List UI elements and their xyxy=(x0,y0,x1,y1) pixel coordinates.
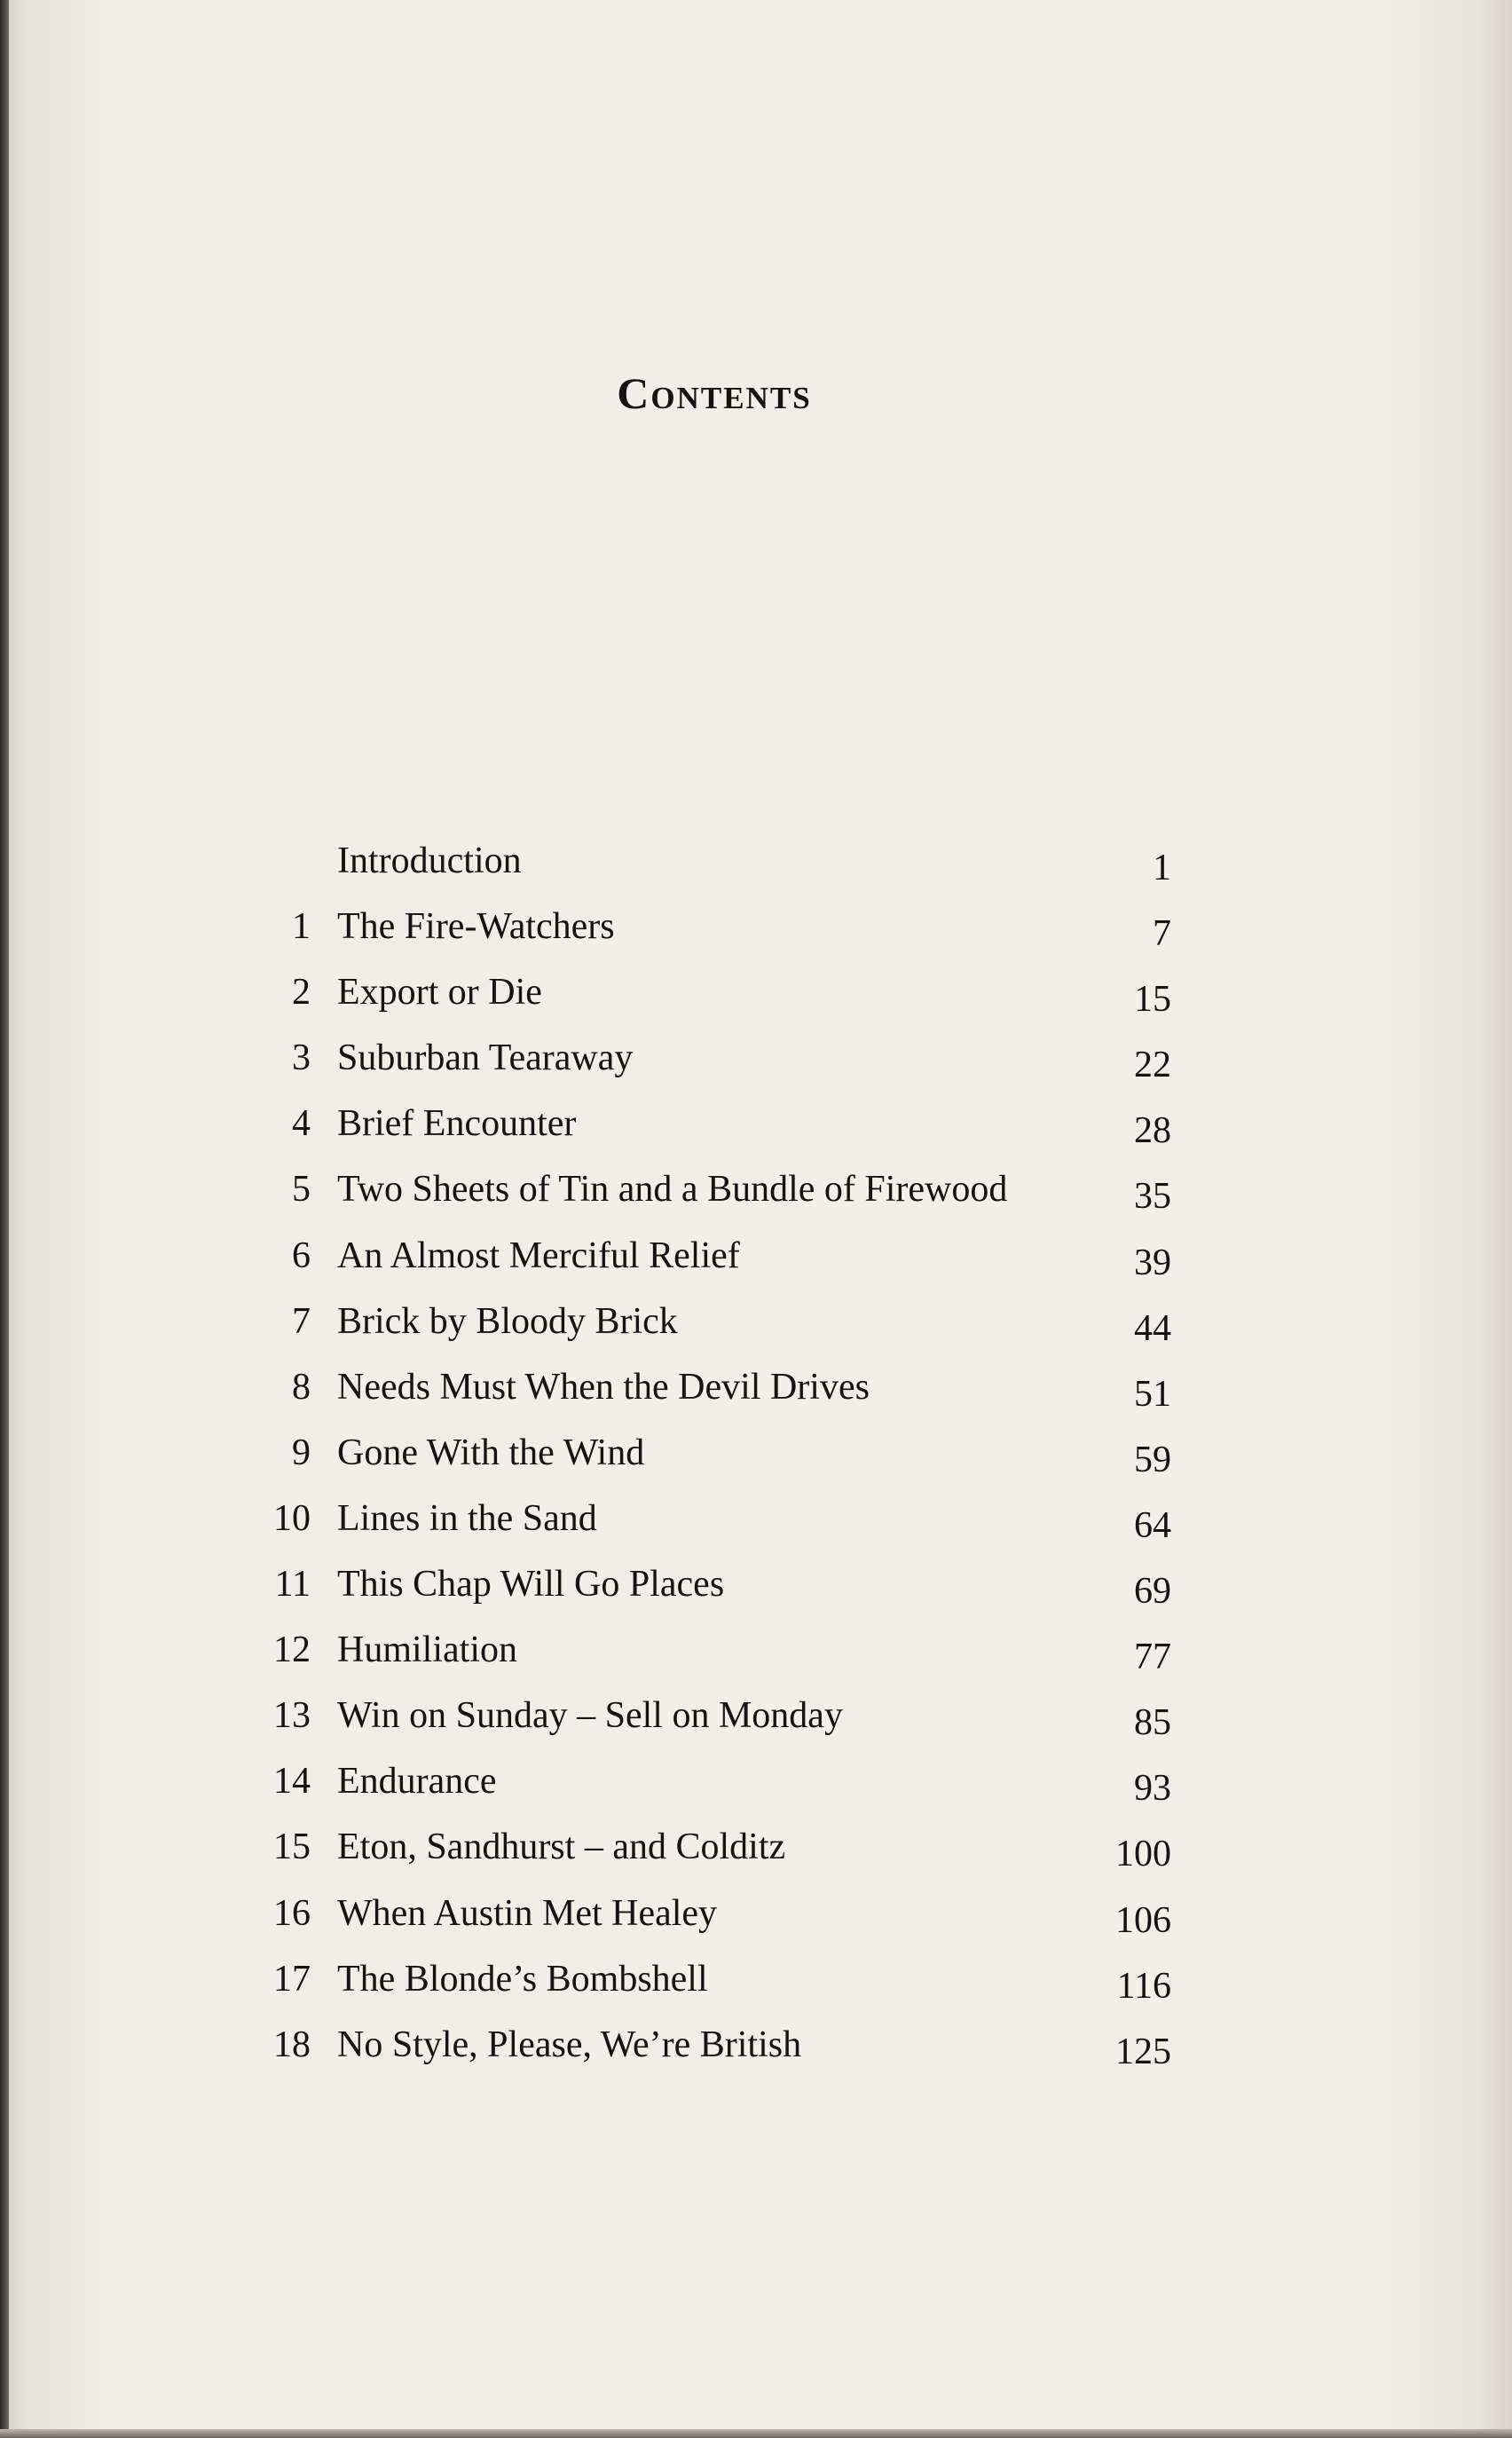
toc-entry xyxy=(266,900,1171,966)
chapter-title: Suburban Tearaway xyxy=(337,1038,634,1079)
chapter-number: 14 xyxy=(273,1761,311,1803)
toc-entry xyxy=(266,1361,1171,1426)
chapter-title: This Chap Will Go Places xyxy=(337,1564,725,1606)
toc-entry xyxy=(266,1229,1171,1295)
toc-entry xyxy=(266,1887,1171,1953)
toc-entry xyxy=(266,1426,1171,1492)
chapter-number: 18 xyxy=(273,2024,311,2065)
chapter-title: Two Sheets of Tin and a Bundle of Firewood xyxy=(337,1169,1008,1211)
chapter-number: 9 xyxy=(292,1432,311,1473)
toc-entry xyxy=(266,1623,1171,1689)
chapter-number: 12 xyxy=(273,1629,311,1671)
chapter-title: Endurance xyxy=(337,1761,497,1803)
chapter-title: The Fire-Watchers xyxy=(337,906,615,948)
chapter-title: Win on Sunday – Sell on Monday xyxy=(337,1695,843,1737)
chapter-title: Humiliation xyxy=(337,1629,517,1671)
page-number: 85 xyxy=(1134,1702,1171,1744)
chapter-number: 5 xyxy=(292,1169,311,1211)
toc-entry xyxy=(266,1953,1171,2018)
page-number: 39 xyxy=(1134,1242,1171,1283)
chapter-number: 7 xyxy=(292,1300,311,1342)
page-number: 7 xyxy=(1153,913,1171,955)
toc-entry xyxy=(266,1097,1171,1163)
chapter-number: 15 xyxy=(273,1827,311,1868)
toc-entry xyxy=(266,1558,1171,1623)
chapter-number: 4 xyxy=(292,1103,311,1145)
toc-entry xyxy=(266,1755,1171,1820)
chapter-title: No Style, Please, We’re British xyxy=(337,2024,802,2065)
chapter-title: Needs Must When the Devil Drives xyxy=(337,1366,870,1408)
chapter-number: 8 xyxy=(292,1366,311,1408)
chapter-number: 13 xyxy=(273,1695,311,1737)
page-number: 51 xyxy=(1134,1373,1171,1415)
chapter-title: When Austin Met Healey xyxy=(337,1892,718,1934)
page-number: 100 xyxy=(1115,1834,1171,1875)
toc-entry xyxy=(266,1820,1171,1886)
chapter-number: 16 xyxy=(273,1892,311,1934)
contents-heading: Contents xyxy=(617,368,812,418)
book-spine-shadow xyxy=(0,0,9,2438)
toc-entry xyxy=(266,1295,1171,1361)
page-number: 28 xyxy=(1134,1110,1171,1152)
chapter-title: Introduction xyxy=(337,840,522,881)
chapter-number: 6 xyxy=(292,1235,311,1276)
page-number: 106 xyxy=(1115,1899,1171,1941)
page-number: 93 xyxy=(1134,1768,1171,1810)
toc-entry xyxy=(266,966,1171,1031)
page-number: 125 xyxy=(1115,2031,1171,2072)
page-number: 1 xyxy=(1153,848,1171,888)
chapter-number: 2 xyxy=(292,972,311,1014)
chapter-title: Brick by Bloody Brick xyxy=(337,1300,678,1342)
chapter-number: 1 xyxy=(292,906,311,948)
toc-entry xyxy=(266,1689,1171,1755)
toc-entry xyxy=(266,1163,1171,1228)
page-number: 15 xyxy=(1134,979,1171,1021)
page-number: 22 xyxy=(1134,1045,1171,1086)
page-number: 35 xyxy=(1134,1176,1171,1218)
chapter-title: The Blonde’s Bombshell xyxy=(337,1958,708,2000)
chapter-number: 10 xyxy=(273,1497,311,1539)
toc-entry xyxy=(266,1031,1171,1097)
chapter-number: 17 xyxy=(273,1958,311,2000)
toc-entry xyxy=(266,1492,1171,1558)
page-number: 64 xyxy=(1134,1504,1171,1546)
page-number: 116 xyxy=(1116,1965,1171,2007)
chapter-title: Brief Encounter xyxy=(337,1103,577,1145)
toc-entry xyxy=(266,834,1171,900)
chapter-title: Gone With the Wind xyxy=(337,1432,645,1473)
chapter-title: Eton, Sandhurst – and Colditz xyxy=(337,1827,786,1868)
page-number: 44 xyxy=(1134,1307,1171,1349)
chapter-title: An Almost Merciful Relief xyxy=(337,1235,740,1276)
page-number: 77 xyxy=(1134,1637,1171,1678)
chapter-number: 3 xyxy=(292,1038,311,1079)
toc-entry xyxy=(266,2018,1171,2084)
chapter-title: Lines in the Sand xyxy=(337,1497,597,1539)
table-of-contents xyxy=(266,834,1171,2077)
page-number: 69 xyxy=(1134,1571,1171,1613)
chapter-title: Export or Die xyxy=(337,972,542,1014)
page-number: 59 xyxy=(1134,1439,1171,1480)
page-bottom-edge xyxy=(0,2429,1512,2438)
chapter-number: 11 xyxy=(274,1564,311,1606)
